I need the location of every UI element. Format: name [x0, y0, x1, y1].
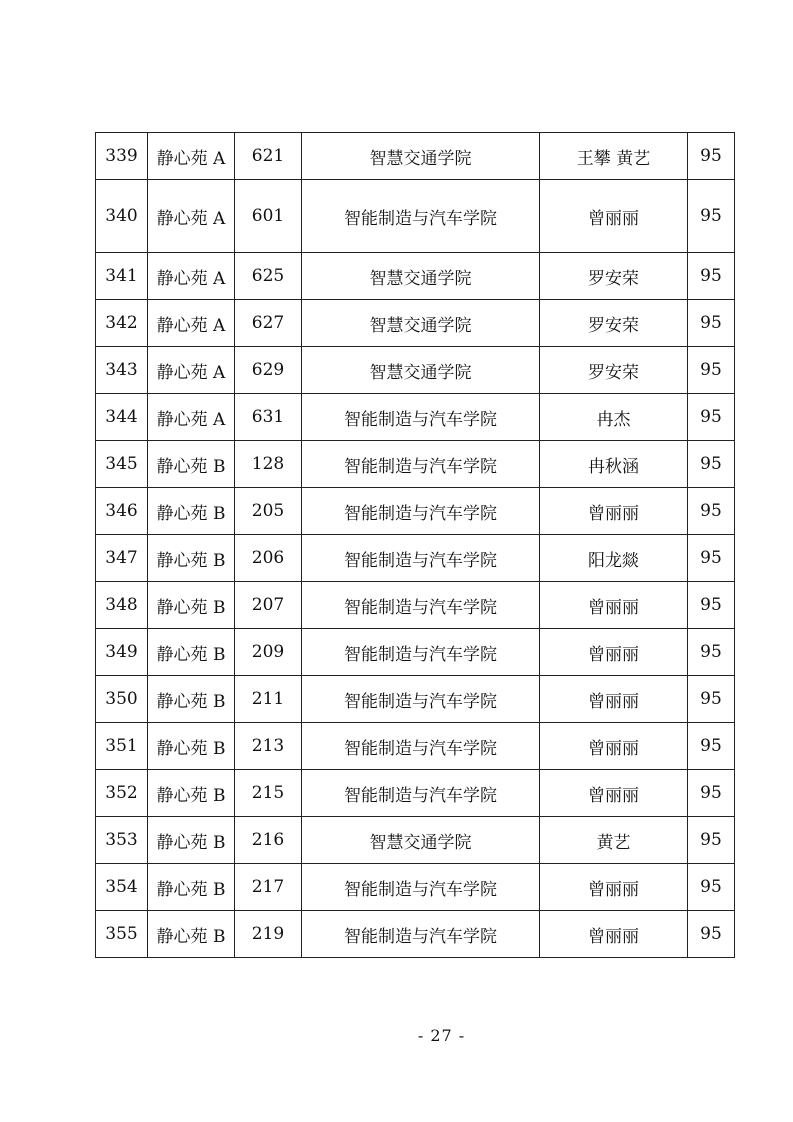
score-cell: 95 — [688, 582, 735, 629]
counselor-cell: 曾丽丽 — [540, 629, 688, 676]
row-number-cell: 352 — [96, 770, 148, 817]
college-cell: 智能制造与汽车学院 — [302, 770, 540, 817]
building-cell: 静心苑 B — [148, 582, 235, 629]
room-number-cell: 629 — [235, 347, 302, 394]
table-row — [96, 770, 735, 817]
building-cell: 静心苑 B — [148, 864, 235, 911]
table-row — [96, 347, 735, 394]
counselor-cell: 冉杰 — [540, 394, 688, 441]
score-cell: 95 — [688, 535, 735, 582]
table-row — [96, 629, 735, 676]
table-row — [96, 535, 735, 582]
counselor-cell: 曾丽丽 — [540, 770, 688, 817]
room-number-cell: 206 — [235, 535, 302, 582]
row-number-cell: 355 — [96, 911, 148, 958]
table-row — [96, 300, 735, 347]
counselor-cell: 曾丽丽 — [540, 180, 688, 253]
row-number-cell: 339 — [96, 133, 148, 180]
college-cell: 智能制造与汽车学院 — [302, 535, 540, 582]
building-cell: 静心苑 B — [148, 629, 235, 676]
row-number-cell: 345 — [96, 441, 148, 488]
row-number-cell: 343 — [96, 347, 148, 394]
score-cell: 95 — [688, 817, 735, 864]
row-number-cell: 350 — [96, 676, 148, 723]
room-number-cell: 217 — [235, 864, 302, 911]
score-cell: 95 — [688, 723, 735, 770]
table-row — [96, 676, 735, 723]
building-cell: 静心苑 A — [148, 253, 235, 300]
building-cell: 静心苑 A — [148, 180, 235, 253]
college-cell: 智能制造与汽车学院 — [302, 676, 540, 723]
score-cell: 95 — [688, 300, 735, 347]
page-number: - 27 - — [417, 1026, 466, 1045]
counselor-cell: 曾丽丽 — [540, 676, 688, 723]
row-number-cell: 348 — [96, 582, 148, 629]
score-cell: 95 — [688, 629, 735, 676]
college-cell: 智能制造与汽车学院 — [302, 629, 540, 676]
score-cell: 95 — [688, 770, 735, 817]
row-number-cell: 346 — [96, 488, 148, 535]
score-cell: 95 — [688, 133, 735, 180]
counselor-cell: 罗安荣 — [540, 253, 688, 300]
row-number-cell: 347 — [96, 535, 148, 582]
counselor-cell: 曾丽丽 — [540, 723, 688, 770]
dormitory-score-table — [95, 132, 735, 958]
building-cell: 静心苑 B — [148, 441, 235, 488]
building-cell: 静心苑 A — [148, 133, 235, 180]
score-cell: 95 — [688, 394, 735, 441]
college-cell: 智能制造与汽车学院 — [302, 911, 540, 958]
building-cell: 静心苑 B — [148, 770, 235, 817]
college-cell: 智能制造与汽车学院 — [302, 723, 540, 770]
building-cell: 静心苑 B — [148, 488, 235, 535]
table-row — [96, 133, 735, 180]
row-number-cell: 340 — [96, 180, 148, 253]
college-cell: 智慧交通学院 — [302, 347, 540, 394]
table-row — [96, 864, 735, 911]
building-cell: 静心苑 A — [148, 394, 235, 441]
table-row — [96, 441, 735, 488]
score-cell: 95 — [688, 488, 735, 535]
row-number-cell: 342 — [96, 300, 148, 347]
row-number-cell: 344 — [96, 394, 148, 441]
row-number-cell: 354 — [96, 864, 148, 911]
room-number-cell: 211 — [235, 676, 302, 723]
score-cell: 95 — [688, 253, 735, 300]
room-number-cell: 209 — [235, 629, 302, 676]
score-cell: 95 — [688, 864, 735, 911]
college-cell: 智能制造与汽车学院 — [302, 582, 540, 629]
counselor-cell: 冉秋涵 — [540, 441, 688, 488]
row-number-cell: 353 — [96, 817, 148, 864]
room-number-cell: 216 — [235, 817, 302, 864]
table-row — [96, 817, 735, 864]
table-row — [96, 180, 735, 253]
counselor-cell: 曾丽丽 — [540, 488, 688, 535]
table-row — [96, 488, 735, 535]
score-cell: 95 — [688, 911, 735, 958]
building-cell: 静心苑 B — [148, 535, 235, 582]
room-number-cell: 215 — [235, 770, 302, 817]
counselor-cell: 黄艺 — [540, 817, 688, 864]
room-number-cell: 621 — [235, 133, 302, 180]
counselor-cell: 王攀 黄艺 — [540, 133, 688, 180]
counselor-cell: 罗安荣 — [540, 347, 688, 394]
table-body — [96, 133, 735, 958]
college-cell: 智慧交通学院 — [302, 133, 540, 180]
table-row — [96, 911, 735, 958]
college-cell: 智能制造与汽车学院 — [302, 394, 540, 441]
row-number-cell: 349 — [96, 629, 148, 676]
room-number-cell: 625 — [235, 253, 302, 300]
room-number-cell: 631 — [235, 394, 302, 441]
counselor-cell: 曾丽丽 — [540, 911, 688, 958]
building-cell: 静心苑 B — [148, 817, 235, 864]
counselor-cell: 曾丽丽 — [540, 582, 688, 629]
college-cell: 智慧交通学院 — [302, 300, 540, 347]
table-row — [96, 253, 735, 300]
score-cell: 95 — [688, 347, 735, 394]
building-cell: 静心苑 A — [148, 300, 235, 347]
room-number-cell: 205 — [235, 488, 302, 535]
table-row — [96, 394, 735, 441]
counselor-cell: 罗安荣 — [540, 300, 688, 347]
counselor-cell: 曾丽丽 — [540, 864, 688, 911]
room-number-cell: 128 — [235, 441, 302, 488]
counselor-cell: 阳龙燚 — [540, 535, 688, 582]
room-number-cell: 213 — [235, 723, 302, 770]
building-cell: 静心苑 B — [148, 676, 235, 723]
college-cell: 智慧交通学院 — [302, 253, 540, 300]
college-cell: 智能制造与汽车学院 — [302, 441, 540, 488]
room-number-cell: 207 — [235, 582, 302, 629]
room-number-cell: 627 — [235, 300, 302, 347]
score-cell: 95 — [688, 441, 735, 488]
building-cell: 静心苑 B — [148, 911, 235, 958]
table-row — [96, 582, 735, 629]
table-row — [96, 723, 735, 770]
row-number-cell: 341 — [96, 253, 148, 300]
room-number-cell: 601 — [235, 180, 302, 253]
room-number-cell: 219 — [235, 911, 302, 958]
college-cell: 智能制造与汽车学院 — [302, 864, 540, 911]
college-cell: 智慧交通学院 — [302, 817, 540, 864]
college-cell: 智能制造与汽车学院 — [302, 180, 540, 253]
score-cell: 95 — [688, 180, 735, 253]
row-number-cell: 351 — [96, 723, 148, 770]
building-cell: 静心苑 B — [148, 723, 235, 770]
score-cell: 95 — [688, 676, 735, 723]
college-cell: 智能制造与汽车学院 — [302, 488, 540, 535]
building-cell: 静心苑 A — [148, 347, 235, 394]
